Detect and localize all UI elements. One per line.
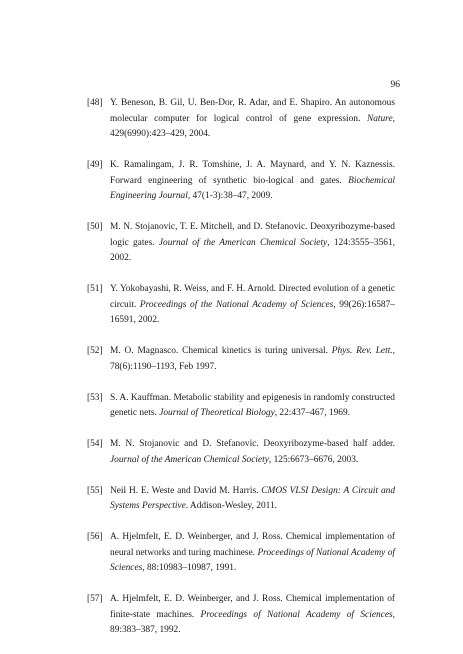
reference-label: [50]: [87, 222, 103, 232]
reference-authors: Y. Yokobayashi, R. Weiss, and F. H. Arnold.: [110, 284, 277, 294]
reference-authors: A. Hjelmfelt, E. D. Weinberger, and J. Ross.: [110, 594, 283, 604]
reference-authors: Neil H. E. Weste and David M. Harris.: [110, 485, 259, 496]
reference-source: Proceedings of National Academy of Sciences: [110, 547, 395, 573]
reference-title: Chemical kinetics is turing universal.: [178, 346, 332, 356]
reference-details: , 47(1-3):38–47, 2009.: [187, 191, 273, 201]
reference-list: [87, 96, 395, 654]
reference-entry-48: [87, 96, 395, 143]
reference-label: [55]: [87, 485, 103, 496]
reference-source: Journal of Theoretical Biology: [159, 408, 275, 418]
reference-authors: M. N. Stojanovic, T. E. Mitchell, and D. Stefanovic.: [110, 222, 308, 232]
reference-authors: K. Ramalingam, J. R. Tomshine, J. A. Maynard, and Y. N. Kaznessis.: [110, 160, 395, 170]
reference-title: Forward engineering of synthetic bio-logical and gates.: [110, 175, 349, 186]
reference-label: [56]: [87, 532, 103, 542]
reference-authors: S. A. Kauffman.: [110, 392, 172, 403]
reference-source: Journal of the American Chemical Society: [158, 237, 328, 248]
reference-title: An autonomous molecular computer for logical control of gene expression.: [110, 98, 395, 124]
reference-source: Journal of the American Chemical Society: [110, 454, 269, 465]
reference-title: Chemical implementation of finite-state machines.: [110, 594, 396, 620]
reference-authors: M. N. Stojanovic and D. Stefanovic.: [110, 439, 259, 449]
reference-authors: A. Hjelmfelt, E. D. Weinberger, and J. Ross.: [110, 532, 283, 542]
reference-label: [54]: [87, 439, 103, 449]
reference-source: Phys. Rev. Lett.: [331, 346, 393, 356]
reference-entry-55: [87, 484, 395, 515]
reference-details: . Addison-Wesley, 2011.: [185, 501, 278, 511]
reference-title: Metabolic stability and epigenesis in randomly constructed genetic nets.: [110, 392, 395, 418]
reference-details: , 78(6):1190–1193, Feb 1997.: [110, 346, 395, 372]
reference-source: Nature: [366, 113, 393, 124]
reference-label: [49]: [87, 160, 103, 170]
reference-source: Biochemical Engineering Journal: [110, 175, 395, 201]
reference-details: , 429(6990):423–429, 2004.: [110, 113, 395, 139]
reference-label: [57]: [87, 594, 103, 604]
reference-title: Chemical implementation of neural networks and turing machinese.: [110, 532, 396, 558]
reference-source: Proceedings of National Academy of Sciences: [200, 609, 393, 620]
reference-entry-50: [87, 220, 395, 267]
reference-entry-51: [87, 282, 395, 329]
reference-details: , 125:6673–6676, 2003.: [268, 454, 359, 465]
reference-entry-54: [87, 437, 395, 468]
page-number: 96: [390, 80, 400, 90]
reference-entry-53: [87, 391, 395, 422]
reference-details: , 89:383–387, 1992.: [110, 609, 395, 635]
reference-details: , 22:437–467, 1969.: [274, 408, 350, 418]
reference-label: [52]: [87, 346, 103, 356]
reference-entry-49: [87, 158, 395, 205]
reference-details: , 124:3555–3561, 2002.: [110, 237, 396, 263]
reference-label: [51]: [87, 284, 103, 294]
reference-source: CMOS VLSI Design: A Circuit and Systems Perspective: [110, 485, 396, 511]
reference-details: , 88:10983–10987, 1991.: [142, 563, 237, 573]
reference-entry-56: [87, 530, 395, 577]
reference-title: Deoxyribozyme-based logic gates.: [110, 222, 395, 248]
reference-title: Directed evolution of a genetic circuit.: [110, 284, 395, 310]
reference-authors: Y. Beneson, B. Gil, U. Ben-Dor, R. Adar, and E. Shapiro.: [110, 98, 333, 108]
reference-authors: M. O. Magnasco.: [110, 346, 179, 356]
reference-title: Deoxyribozyme-based half adder.: [258, 439, 395, 449]
reference-entry-52: [87, 344, 395, 375]
reference-label: [53]: [87, 392, 103, 403]
reference-details: , 99(26):16587–16591, 2002.: [110, 299, 395, 325]
reference-source: Proceedings of the National Academy of Sciences: [139, 299, 334, 310]
reference-label: [48]: [87, 98, 103, 108]
